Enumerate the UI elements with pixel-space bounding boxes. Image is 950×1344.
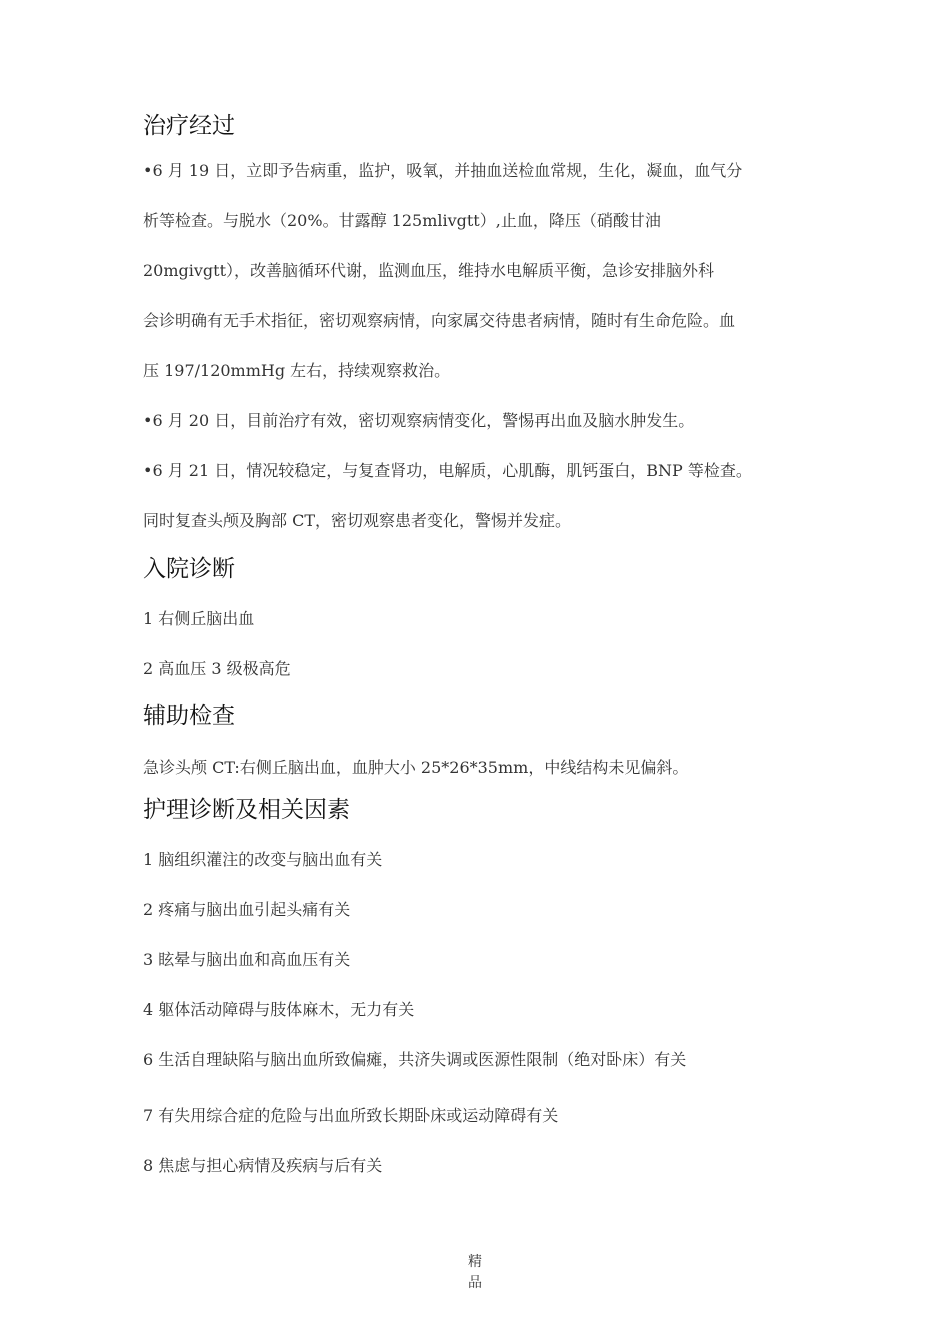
paragraph-line: 会诊明确有无手术指征，密切观察病情，向家属交待患者病情，随时有生命危险。血 [143,311,736,330]
paragraph-line: 20mgivgtt），改善脑循环代谢，监测血压，维持水电解质平衡，急诊安排脑外科 [143,261,715,280]
paragraph-line: 急诊头颅 CT:右侧丘脑出血，血肿大小 25*26*35mm，中线结构未见偏斜。 [143,758,689,777]
list-item: 1 脑组织灌注的改变与脑出血有关 [143,850,383,869]
footer-line: 精 [468,1254,482,1270]
paragraph-line: •6 月 19 日，立即予告病重，监护，吸氧，并抽血送检血常规，生化，凝血，血气分 [143,161,743,180]
paragraph-line: 析等检查。与脱水（20%。甘露醇 125mlivgtt）,止血，降压（硝酸甘油 [143,211,661,230]
paragraph-line: 压 197/120mmHg 左右，持续观察救治。 [143,361,451,380]
list-item: 2 疼痛与脑出血引起头痛有关 [143,900,351,919]
paragraph-line: •6 月 21 日，情况较稳定，与复查肾功，电解质，心肌酶，肌钙蛋白，BNP 等检查。 [143,461,752,480]
paragraph-line: 同时复查头颅及胸部 CT，密切观察患者变化，警惕并发症。 [143,511,572,530]
section-heading-treatment: 治疗经过 [143,113,235,139]
list-item: 1 右侧丘脑出血 [143,609,255,628]
section-heading-nursing-diagnosis: 护理诊断及相关因素 [143,797,350,823]
paragraph-line: •6 月 20 日，目前治疗有效，密切观察病情变化，警惕再出血及脑水肿发生。 [143,411,695,430]
page-footer [0,1252,950,1294]
list-item: 7 有失用综合症的危险与出血所致长期卧床或运动障碍有关 [143,1106,559,1125]
list-item: 8 焦虑与担心病情及疾病与后有关 [143,1156,383,1175]
list-item: 6 生活自理缺陷与脑出血所致偏瘫，共济失调或医源性限制（绝对卧床）有关 [143,1050,687,1069]
footer-line: 品 [468,1275,482,1291]
section-heading-admission-diagnosis: 入院诊断 [143,556,235,582]
list-item: 4 躯体活动障碍与肢体麻木，无力有关 [143,1000,415,1019]
list-item: 2 高血压 3 级极高危 [143,659,291,678]
list-item: 3 眩晕与脑出血和高血压有关 [143,950,351,969]
section-heading-auxiliary-exam: 辅助检查 [143,703,235,729]
